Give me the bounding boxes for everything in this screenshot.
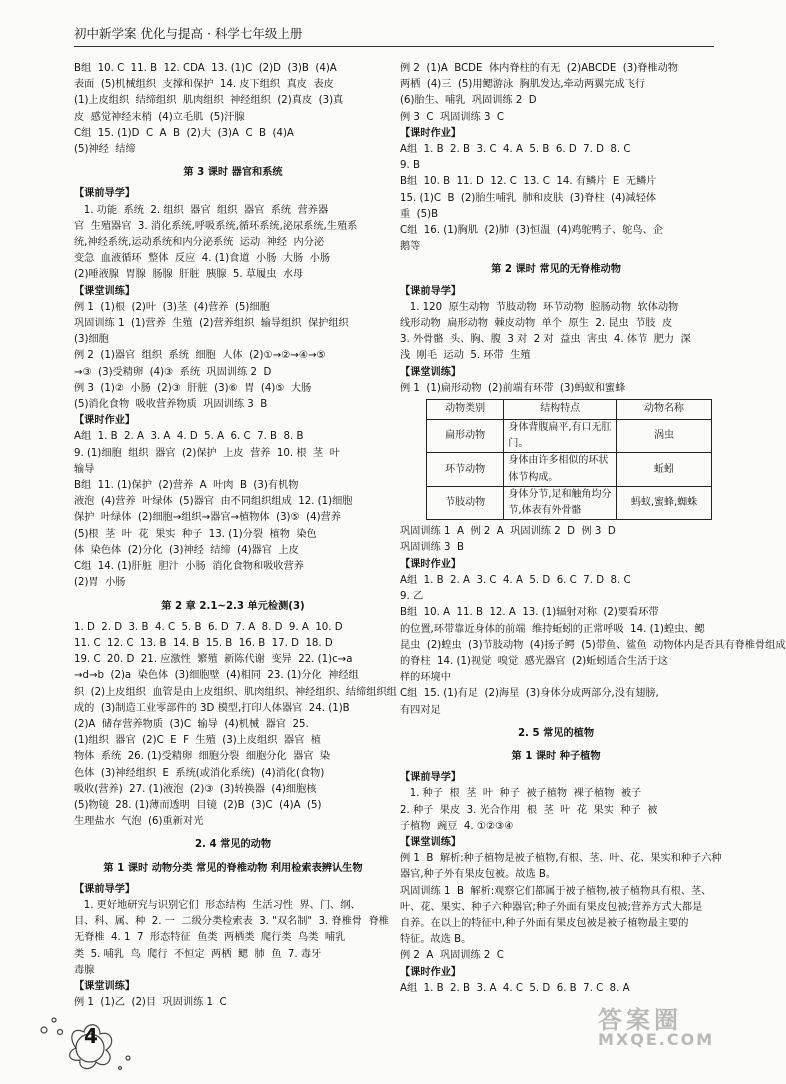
answer-line: (5)物镜 28. (1)薄而透明 目镜 (2)B (3)C (4)A (5) bbox=[74, 799, 322, 811]
answer-line: C组 16. (1)胸肌 (2)肺 (3)恒温 (4)鸡鸵鸭子、鸵鸟、企 bbox=[400, 225, 663, 237]
table-cell: 扁形动物 bbox=[427, 420, 504, 453]
answer-line: 巩固训练 1 (1)营养 生殖 (2)营养组织 输导组织 保护组织 bbox=[74, 318, 349, 330]
answer-line: 生理盐水 气泡 (6)重新对光 bbox=[74, 816, 204, 828]
section-title: 第 2 章 2.1~2.3 单元检测(3) bbox=[161, 600, 305, 612]
section-heading: 【课时作业】 bbox=[74, 415, 136, 427]
answer-line: 特征。故选 B。 bbox=[400, 934, 472, 946]
answer-line: 液泡 (4)营养 叶绿体 (5)器官 由不同组织组成 12. (1)细胞 bbox=[74, 496, 353, 508]
answer-line: 有四对足 bbox=[400, 704, 441, 716]
answer-line: 1. 120 原生动物 节肢动物 环节动物 腔肠动物 软体动物 bbox=[400, 301, 679, 313]
answer-line: 变急 血液循环 整体 反应 4. (1)食道 小肠 大肠 小肠 bbox=[74, 253, 331, 265]
answer-line: (1)组织 器官 (2)C E F 生殖 (3)上皮组织 器官 植 bbox=[74, 735, 321, 747]
section-title: 第 1 课时 动物分类 常见的脊椎动物 利用检索表辨认生物 bbox=[103, 862, 363, 874]
answer-line: B组 11. (1)保护 (2)营养 A 叶肉 B (3)有机物 bbox=[74, 480, 299, 492]
answer-line: 成的 (3)制造工业零部件的 3D 模型,打印人体器官 24. (1)B bbox=[74, 702, 350, 714]
answer-line: 重 (5)B bbox=[400, 208, 439, 220]
answer-line: 例 1 (1)乙 (2)目 巩固训练 1 C bbox=[74, 997, 227, 1009]
answer-line: 11. C 12. C 13. B 14. B 15. B 16. B 17. D 18. D bbox=[74, 637, 333, 649]
table-cell: 身体背腹扁平,有口无肛门。 bbox=[504, 420, 617, 453]
answer-line: 例 2 (1)A BCDE 体内脊柱的有无 (2)ABCDE (3)脊椎动物 bbox=[400, 63, 678, 74]
right-column bbox=[400, 61, 786, 997]
section-heading: 【课时作业】 bbox=[400, 966, 462, 978]
left-column bbox=[74, 61, 397, 1011]
answer-line: 巩固训练 1 B 解析:观察它们都属于被子植物,被子植物具有根、茎、 bbox=[400, 885, 712, 897]
table-cell: 环节动物 bbox=[427, 453, 504, 486]
section-title: 2. 4 常见的动物 bbox=[194, 839, 272, 851]
watermark bbox=[598, 1006, 728, 1072]
answer-line: 自养。在以上的特征中,种子外面有果皮包被是被子植物最主要的 bbox=[400, 917, 689, 929]
answer-line: 表面 (5)机械组织 支撑和保护 14. 皮下组织 真皮 表皮 bbox=[74, 79, 334, 91]
answer-line: 目、科、属、种 2. 一 二级分类检索表 3. "双名制" 3. 脊椎骨 脊椎 bbox=[74, 916, 389, 928]
section-heading: 【课堂训练】 bbox=[400, 836, 462, 848]
table-header-category: 动物类别 bbox=[427, 400, 504, 420]
table-cell: 蚯蚓 bbox=[617, 453, 712, 486]
section-heading: 【课前导学】 bbox=[74, 188, 136, 200]
answer-line: (3)细胞 bbox=[74, 334, 109, 346]
answer-line: 例 1 (1)扁形动物 (2)前端有环带 (3)蚂蚁和蜜蜂 bbox=[400, 382, 626, 394]
answer-line: 皮 感觉神经末梢 (4)立毛肌 (5)汗腺 bbox=[74, 111, 245, 123]
answer-line: 2. 种子 果皮 3. 光合作用 根 茎 叶 花 果实 种子 被 bbox=[400, 804, 658, 816]
section-title: 第 2 课时 常见的无脊椎动物 bbox=[491, 264, 621, 276]
section-heading: 【课堂训练】 bbox=[400, 366, 462, 378]
answer-line: B组 10. C 11. B 12. CDA 13. (1)C (2)D (3)B (4)A bbox=[74, 63, 337, 74]
answer-line: (5)神经 结缔 bbox=[74, 144, 136, 156]
answer-line: 叶、花、果实、种子六种器官;种子外面有果皮包被;营养方式大都是 bbox=[400, 901, 703, 913]
answer-line: 1. 更好地研究与识别它们 形态结构 生活习性 界、门、纲、 bbox=[74, 899, 361, 911]
answer-line: 例 2 (1)器官 组织 系统 细胞 人体 (2)①→②→④→⑤ bbox=[74, 350, 326, 362]
answer-line: C组 15. (1)D C A B (2)大 (3)A C B (4)A bbox=[74, 127, 294, 139]
answer-line: 9. (1)细胞 组织 器官 (2)保护 上皮 营养 10. 根 茎 叶 bbox=[74, 447, 340, 459]
answer-line: 1. D 2. D 3. B 4. C 5. B 6. D 7. A 8. D 9. A 10. D bbox=[74, 621, 343, 633]
animal-table bbox=[426, 399, 712, 520]
watermark-logo-text: 答案圈 bbox=[598, 1006, 682, 1034]
answer-line: 色体 (3)神经组织 E 系统(或消化系统) (4)消化(食物) bbox=[74, 767, 325, 779]
answer-line: 输导 bbox=[74, 463, 95, 475]
answer-line: B组 10. A 11. B 12. A 13. (1)辐射对称 (2)要看环带 bbox=[400, 607, 659, 619]
section-heading: 【课时作业】 bbox=[400, 558, 462, 570]
answer-line: 昆虫 (2)蝗虫 (3)节肢动物 (4)扬子鳄 (5)带鱼、鲨鱼 动物体内是否具有脊椎骨组成 bbox=[400, 639, 786, 651]
answer-line: 保护 叶绿体 (2)细胞→组织→器官→植物体 (3)⑤ (4)营养 bbox=[74, 512, 341, 524]
answer-line: 子植物 豌豆 4. ①②③④ bbox=[400, 820, 514, 832]
answer-line: 例 2 A 巩固训练 2 C bbox=[400, 950, 504, 962]
table-row bbox=[427, 453, 712, 486]
answer-line: B组 10. B 11. D 12. C 13. C 14. 有鳞片 E 无鳞片 bbox=[400, 176, 657, 188]
section-title: 第 1 课时 种子植物 bbox=[511, 750, 601, 762]
answer-line: A组 1. B 2. B 3. C 4. A 5. B 6. D 7. D 8. C bbox=[400, 144, 631, 156]
answer-line: 的脊柱 14. (1)视觉 嗅觉 感光器官 (2)蚯蚓适合生活于这 bbox=[400, 655, 668, 667]
answer-line: 9. B bbox=[400, 160, 420, 172]
section-heading: 【课堂训练】 bbox=[74, 980, 136, 992]
section-heading: 【课前导学】 bbox=[400, 285, 462, 297]
header-rule bbox=[74, 46, 714, 47]
section-heading: 【课堂训练】 bbox=[74, 285, 136, 297]
table-header-names: 动物名称 bbox=[617, 400, 712, 420]
table-cell: 身体分节,足和触角均分节,体表有外骨骼 bbox=[504, 486, 617, 519]
answer-line: A组 1. B 2. A 3. C 4. A 5. D 6. C 7. D 8. C bbox=[400, 574, 631, 586]
answer-line: 体 染色体 (2)分化 (3)神经 结缔 (4)器官 上皮 bbox=[74, 544, 299, 556]
table-header-features: 结构特点 bbox=[504, 400, 617, 420]
section-title: 2. 5 常见的植物 bbox=[517, 727, 595, 739]
answer-line: (5)根 茎 叶 花 果实 种子 13. (1)分裂 植物 染色 bbox=[74, 528, 317, 540]
table-row bbox=[427, 420, 712, 453]
answer-line: (2)胃 小肠 bbox=[74, 577, 126, 589]
answer-line: 例 1 (1)根 (2)叶 (3)茎 (4)营养 (5)细胞 bbox=[74, 301, 270, 313]
answer-line: (1)上皮组织 结缔组织 肌肉组织 神经组织 (2)真皮 (3)真 bbox=[74, 95, 344, 107]
answer-line: 例 3 (1)② 小肠 (2)③ 肝脏 (3)⑥ 胃 (4)⑤ 大肠 bbox=[74, 382, 312, 394]
answer-line: A组 1. B 2. A 3. A 4. D 5. A 6. C 7. B 8. B bbox=[74, 431, 304, 443]
answer-line: 样的环境中 bbox=[400, 672, 451, 684]
page-number: 4 bbox=[84, 1024, 98, 1048]
answer-line: 器官,种子外有果皮包被。故选 B。 bbox=[400, 869, 557, 881]
answer-line: 统,神经系统,运动系统和内分泌系统 运动 神经 内分泌 bbox=[74, 237, 325, 249]
answer-line: 3. 外骨骼 头、胸、腹 3 对 2 对 益虫 害虫 4. 体节 肥力 深 bbox=[400, 334, 691, 346]
answer-line: 9. 乙 bbox=[400, 591, 424, 603]
answer-line: 1. 功能 系统 2. 组织 器官 组织 器官 系统 营养器 bbox=[74, 204, 329, 216]
answer-line: 15. (1)C B (2)胎生哺乳 肺和皮肤 (3)脊柱 (4)减轻体 bbox=[400, 192, 657, 204]
section-heading: 【课前导学】 bbox=[400, 772, 462, 784]
answer-line: A组 1. B 2. B 3. A 4. C 5. D 6. B 7. C 8. A bbox=[400, 982, 630, 994]
answer-line: (2)A 储存营养物质 (3)C 输导 (4)机械 器官 25. bbox=[74, 718, 309, 730]
answer-line: 例 3 C 巩固训练 3 C bbox=[400, 111, 505, 123]
answer-line: (5)消化食物 吸收营养物质 巩固训练 3 B bbox=[74, 399, 268, 411]
answer-line: 类 5. 哺乳 鸟 爬行 不恒定 两栖 鳃 肺 鱼 7. 毒牙 bbox=[74, 948, 322, 960]
table-cell: 蚂蚁,蜜蜂,蜘蛛 bbox=[617, 486, 712, 519]
answer-line: 织 (2)上皮组织 血管是由上皮组织、肌肉组织、神经组织、结缔组织组 bbox=[74, 686, 397, 698]
answer-line: 两栖 (4)三 (5)用鳃游泳 胸肌发达,牵动两翼完成飞行 bbox=[400, 79, 646, 91]
answer-line: 物体 系统 26. (1)受精卵 细胞分裂 细胞分化 器官 染 bbox=[74, 751, 331, 763]
section-heading: 【课时作业】 bbox=[400, 127, 462, 139]
right-column-bottom bbox=[400, 524, 786, 997]
answer-line: 巩固训练 1 A 例 2 A 巩固训练 2 D 例 3 D bbox=[400, 526, 616, 538]
watermark-url: MXQE.COM bbox=[598, 1030, 715, 1050]
answer-line: (2)唾液腺 胃腺 肠腺 肝脏 胰腺 5. 草履虫 水母 bbox=[74, 269, 304, 281]
table-cell: 节肢动物 bbox=[427, 486, 504, 519]
section-title: 第 3 课时 器官和系统 bbox=[183, 167, 283, 179]
table-header-row bbox=[427, 400, 712, 420]
answer-line: 例 1 B 解析:种子植物是被子植物,有根、茎、叶、花、果实和种子六种 bbox=[400, 853, 722, 865]
answer-line: →③ (3)受精卵 (4)③ 系统 巩固训练 2 D bbox=[74, 366, 272, 378]
table-cell: 涡虫 bbox=[617, 420, 712, 453]
answer-line: 19. C 20. D 21. 应激性 繁殖 新陈代谢 变异 22. (1)c→a bbox=[74, 654, 353, 666]
answer-line: 毒腺 bbox=[74, 964, 95, 976]
page-header: 初中新学案 优化与提高 · 科学七年级上册 bbox=[74, 26, 303, 41]
answer-line: 官 生殖器官 3. 消化系统,呼吸系统,循环系统,泌尿系统,生殖系 bbox=[74, 220, 358, 232]
section-heading: 【课前导学】 bbox=[74, 883, 136, 895]
answer-line: 线形动物 扁形动物 棘皮动物 单个 原生 2. 昆虫 节肢 皮 bbox=[400, 318, 673, 330]
answer-line: 1. 种子 根 茎 叶 种子 被子植物 裸子植物 被子 bbox=[400, 788, 642, 800]
answer-line: C组 14. (1)肝脏 胆汁 小肠 消化食物和吸收营养 bbox=[74, 561, 304, 573]
answer-line: 吸收(营养) 27. (1)液泡 (2)③ (3)转换器 (4)细胞核 bbox=[74, 783, 317, 795]
right-column-top bbox=[400, 61, 712, 397]
answer-line: 鹅等 bbox=[400, 241, 421, 253]
table-cell: 身体由许多相似的环状体节构成。 bbox=[504, 453, 617, 486]
answer-line: (6)胎生、哺乳 巩固训练 2 D bbox=[400, 95, 537, 107]
answer-line: 浅 刚毛 运动 5. 环带 生殖 bbox=[400, 350, 531, 362]
table-row bbox=[427, 486, 712, 519]
answer-line: 的位置,环带靠近身体的前端 维持蚯蚓的正常呼吸 14. (1)蝗虫、鳃 bbox=[400, 623, 705, 635]
answer-line: →d→b (2)a 染色体 (3)细胞壁 (4)相同 23. (1)分化 神经组 bbox=[74, 670, 359, 682]
answer-line: C组 15. (1)有足 (2)海星 (3)身体分成两部分,没有翅膀, bbox=[400, 688, 659, 700]
answer-line: 无脊椎 4. 1 7 形态特征 鱼类 两栖类 爬行类 鸟类 哺乳 bbox=[74, 932, 346, 944]
answer-line: 巩固训练 3 B bbox=[400, 542, 464, 554]
